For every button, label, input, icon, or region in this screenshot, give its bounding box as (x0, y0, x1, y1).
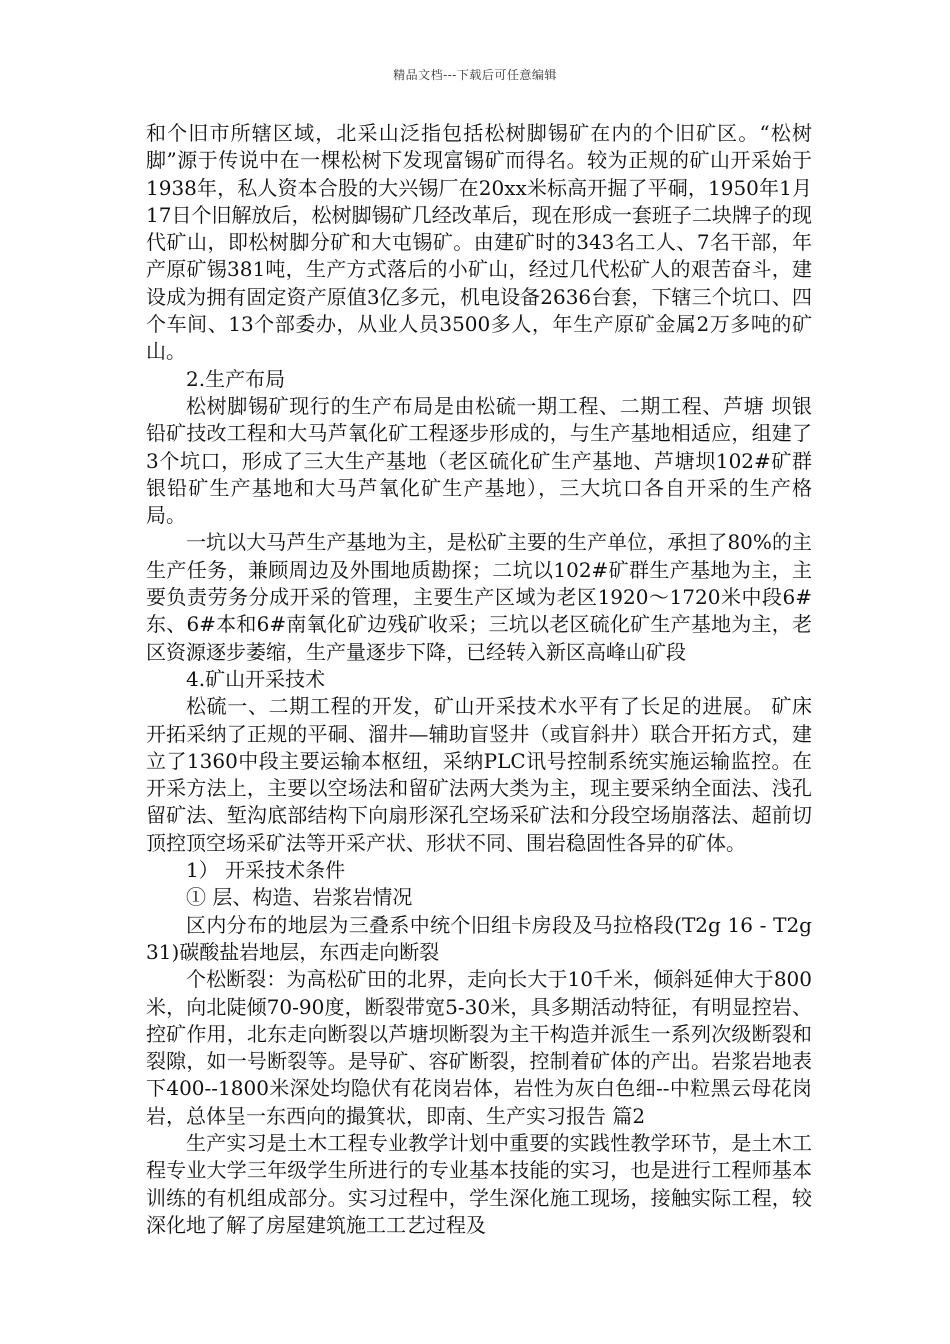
subheading-mining-conditions: 1） 开采技术条件 (186, 858, 346, 883)
paragraph-mine-history: 和个旧市所辖区域，北采山泛指包括松树脚锡矿在内的个旧矿区。“松树脚”源于传说中在一棵松树下发现富锡矿而得名。较为正规的矿山开采始于1938年，私人资本合股的大兴锡厂在20xx米标高开掘了平硐，1950年1月17日个旧解放后，松树脚锡矿几经改革后，现在形成一套班子二块牌子的现代矿山，即松树脚分矿和大屯锡矿。由建矿时的343名工人、7名干部，年产原矿锡381吨，生产方式落后的小矿山，经过几代松矿人的艰苦奋斗，建设成为拥有固定资产原值3亿多元，机电设备2636台套，下辖三个坑口、四个车间、13个部委办，从业人员3500多人，年生产原矿金属2万多吨的矿山。 (146, 121, 812, 364)
section-heading-mining-technology: 4.矿山开采技术 (186, 666, 326, 691)
paragraph-mining-technology: 松硫一、二期工程的开发，矿山开采技术水平有了长足的进展。 矿床开拓采纳了正规的平硐、溜井—辅助盲竖井（或盲斜井）联合开拓方式，建立了1360中段主要运输本枢纽，采纳PLC讯号控制系统实施运输监控。在开采方法上，主要以空场法和留矿法两大类为主，现主要采纳全面法、浅孔留矿法、堑沟底部结构下向扇形深孔空场采矿法和分段空场崩落法、超前切顶控顶空场采矿法等开采产状、形状不同、围岩稳固性各异的矿体。 (146, 694, 812, 855)
paragraph-production-layout: 松树脚锡矿现行的生产布局是由松硫一期工程、二期工程、芦塘 坝银铅矿技改工程和大马芦氧化矿工程逐步形成的，与生产基地相适应，组建了3个坑口，形成了三大生产基地（老区硫化矿生产基地、芦塘坝102#矿群银铅矿生产基地和大马芦氧化矿生产基地），三大坑口各自开采的生产格局。 (146, 393, 812, 528)
page-header: 精品文档---下载后可任意编辑 (393, 68, 557, 82)
paragraph-pit-division: 一坑以大马芦生产基地为主，是松矿主要的生产单位，承担了80%的主生产任务，兼顾周边及外围地质勘探；二坑以102#矿群生产基地为主，主要负责劳务分成开采的管理，主要生产区域为老区1920～1720米中段6#东、6#本和6#南氧化矿边残矿收采；三坑以老区硫化矿生产基地为主，老区资源逐步萎缩，生产量逐步下降，已经转入新区高峰山矿段 (146, 530, 812, 664)
paragraph-strata: 区内分布的地层为三叠系中统个旧组卡房段及马拉格段(T2g 16 - T2g 31)碳酸盐岩地层，东西走向断裂 (146, 912, 812, 964)
section-heading-production-layout: 2.生产布局 (186, 366, 286, 391)
subheading-strata-structure: ① 层、构造、岩浆岩情况 (186, 885, 413, 910)
document-body (146, 120, 812, 1239)
paragraph-internship: 生产实习是土木工程专业教学计划中重要的实践性教学环节，是土木工程专业大学三年级学生所进行的专业基本技能的实习，也是进行工程师基本训练的有机组成部分。实习过程中，学生深化施工现场，接触实际工程，较深化地了解了房屋建筑施工工艺过程及 (146, 1130, 812, 1237)
paragraph-fault: 个松断裂：为高松矿田的北界，走向长大于10千米，倾斜延伸大于800米，向北陡倾70-90度，断裂带宽5-30米，具多期活动特征，有明显控岩、控矿作用，北东走向断裂以芦塘坝断裂为主干构造并派生一系列次级断裂和裂隙，如一号断裂等。是导矿、容矿断裂，控制着矿体的产出。岩浆岩地表下400--1800米深处均隐伏有花岗岩体，岩性为灰白色细--中粒黑云母花岗岩，总体呈一东西向的撮箕状，即南、生产实习报告 篇2 (146, 967, 812, 1128)
